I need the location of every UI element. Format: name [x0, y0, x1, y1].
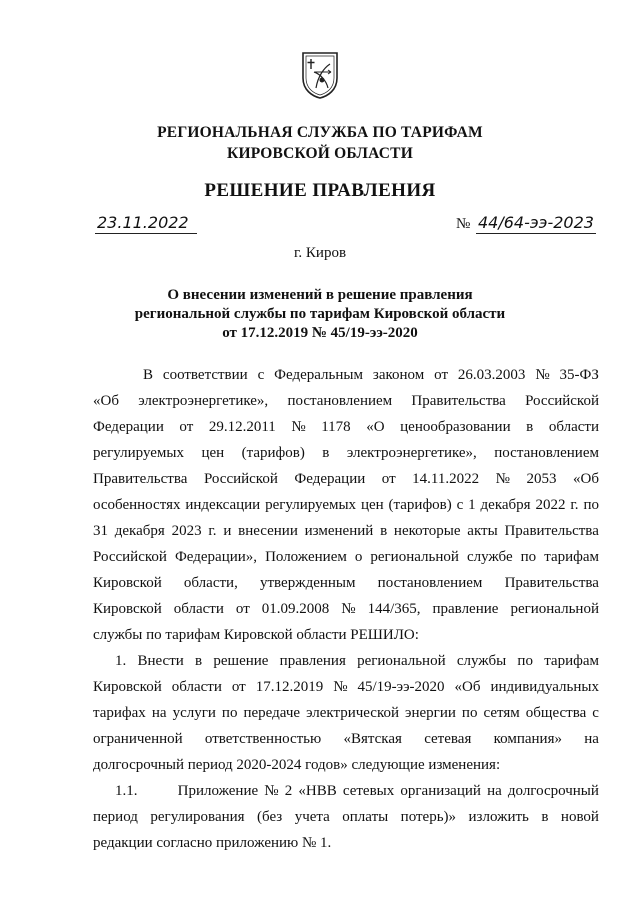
body-word: службы по тарифам Кировской области РЕШИЛО: [93, 627, 419, 643]
body-word: и [223, 523, 232, 539]
body-word: (тарифов) [241, 445, 305, 461]
body-word: Кировской [93, 575, 162, 591]
body-word: утвержденным [260, 575, 356, 591]
body-word: электроэнергетике», [138, 393, 269, 409]
body-word: по [221, 705, 238, 721]
body-word: декабря [480, 497, 531, 513]
body-word: Приложение [177, 783, 259, 799]
body-word: регулируемых [93, 445, 184, 461]
body-word: Российской [525, 393, 599, 409]
body-word: региональной [370, 549, 459, 565]
body-word: В [143, 367, 154, 383]
body-word: постановлением [377, 575, 483, 591]
body-word: службе [466, 549, 513, 565]
body-word: Федерации», [174, 549, 258, 565]
body-line [93, 752, 599, 778]
body-word: «Об [573, 471, 599, 487]
body-word: от [235, 601, 250, 617]
body-word: сетевых [342, 783, 395, 799]
body-word: организаций [400, 783, 481, 799]
body-line [93, 414, 599, 440]
body-word: постановлением [494, 445, 599, 461]
body-word: 2023 [171, 523, 202, 539]
body-word: сетевая [424, 731, 472, 747]
body-word: оплаты [342, 809, 389, 825]
body-word: от [381, 471, 396, 487]
body-line [93, 492, 599, 518]
body-word: долгосрочный [507, 783, 599, 799]
body-word: цен [360, 497, 384, 513]
body-word: № [341, 601, 356, 617]
body-line [93, 570, 599, 596]
body-word: по [583, 497, 599, 513]
body-word: регулируемых [265, 497, 357, 513]
body-word: 17.12.2019 [255, 679, 324, 695]
body-word: компания» [493, 731, 562, 747]
body-word: по [520, 549, 537, 565]
body-word: ограниченной [93, 731, 183, 747]
body-word: услуги [172, 705, 216, 721]
document-title: РЕШЕНИЕ ПРАВЛЕНИЯ [204, 180, 436, 201]
body-word: области [171, 679, 222, 695]
number-label: № [456, 216, 471, 232]
body-word: «О [366, 419, 385, 435]
body-word: Правительства [411, 393, 506, 409]
body-word: решение [213, 653, 269, 669]
body-word: Федерации [93, 419, 164, 435]
body-line [93, 804, 599, 830]
body-word: потерь)» [400, 809, 457, 825]
body-word: правление [432, 601, 499, 617]
body-word: Федерации [294, 471, 366, 487]
body-word: общества [525, 705, 587, 721]
body-word: Положением [265, 549, 347, 565]
body-word: № [291, 419, 306, 435]
document-body [93, 362, 599, 856]
body-word: Российской [203, 471, 278, 487]
body-word: от [434, 367, 449, 383]
body-word: 14.11.2022 [412, 471, 480, 487]
body-word: (тарифов) [388, 497, 452, 513]
subject-line: от 17.12.2019 № 45/19-ээ-2020 [222, 325, 418, 341]
body-word: 29.12.2011 [208, 419, 276, 435]
body-word: изменений [304, 523, 374, 539]
body-word: декабря [114, 523, 165, 539]
body-word: 2 [284, 783, 293, 799]
body-word: изложить [468, 809, 529, 825]
body-word: Правительства [93, 471, 188, 487]
body-word: Правительства [504, 523, 599, 539]
body-word: в [526, 419, 534, 435]
body-word: в [380, 523, 388, 539]
body-word: по [517, 653, 533, 669]
body-word: 31 [93, 523, 108, 539]
body-word: в [541, 809, 549, 825]
body-word: тарифам [544, 653, 599, 669]
organization-name-line1: РЕГИОНАЛЬНАЯ СЛУЖБА ПО ТАРИФАМ [157, 124, 483, 141]
body-word: цен [201, 445, 225, 461]
body-word: с [257, 367, 265, 383]
body-word: учета [294, 809, 330, 825]
body-word: 1. [115, 653, 127, 669]
body-word: 1178 [321, 419, 351, 435]
body-word: по [461, 705, 478, 721]
body-word: энергии [405, 705, 456, 721]
body-word: службы [456, 653, 507, 669]
body-word: внесении [238, 523, 298, 539]
body-word: Внести [137, 653, 184, 669]
body-word: 45/19-ээ-2020 [357, 679, 445, 695]
body-word: индивидуальных [490, 679, 599, 695]
body-word: г. [570, 497, 579, 513]
body-word: Кировской [93, 679, 162, 695]
body-word: в [322, 445, 330, 461]
body-word: с [456, 497, 464, 513]
body-word: области, [183, 575, 238, 591]
body-word: № [535, 367, 550, 383]
city: г. Киров [293, 245, 347, 261]
body-word: на [584, 731, 599, 747]
body-word: 144/365, [367, 601, 421, 617]
body-word: период [93, 809, 138, 825]
body-word: долгосрочный период 2020-2024 годов» следующие изменения: [93, 757, 501, 773]
body-word: (без [257, 809, 283, 825]
subject-line: О внесении изменений в решение правления [167, 287, 473, 303]
body-word: на [487, 783, 502, 799]
body-word: от [231, 679, 246, 695]
body-word: 1 [468, 497, 476, 513]
body-word: о [354, 549, 363, 565]
body-word: акты [467, 523, 498, 539]
body-word: «НВВ [298, 783, 337, 799]
body-line [93, 726, 599, 752]
body-word: индексации [185, 497, 261, 513]
body-line [93, 388, 599, 414]
body-line [93, 466, 599, 492]
body-word: г. [208, 523, 217, 539]
body-word: новой [560, 809, 599, 825]
body-word: от [179, 419, 194, 435]
body-word: 01.09.2008 [261, 601, 330, 617]
body-word: области [548, 419, 599, 435]
body-line [93, 362, 599, 388]
body-word: 35-ФЗ [559, 367, 599, 383]
body-line [93, 778, 599, 804]
body-line [93, 518, 599, 544]
coat-of-arms-icon [300, 50, 340, 100]
body-line [93, 700, 599, 726]
body-word: Кировской [93, 601, 162, 617]
body-word: № [495, 471, 510, 487]
body-word: Российской [93, 549, 167, 565]
body-word: области [173, 601, 224, 617]
body-word: электрической [306, 705, 400, 721]
body-word: 2053 [526, 471, 557, 487]
body-line [93, 674, 599, 700]
body-word: правления [279, 653, 346, 669]
body-line [93, 622, 599, 648]
body-line [93, 596, 599, 622]
body-word: ответственностью [204, 731, 322, 747]
body-line [93, 544, 599, 570]
body-word: № [264, 783, 279, 799]
body-word: Федеральным [274, 367, 363, 383]
body-word: «Об [93, 393, 119, 409]
body-line [93, 830, 599, 856]
document-number: 44/64-ээ-2023 [478, 213, 594, 232]
body-word: постановлением [287, 393, 393, 409]
document-subject [120, 286, 520, 343]
body-line [93, 440, 599, 466]
organization-name-line2: КИРОВСКОЙ ОБЛАСТИ [227, 145, 413, 162]
body-word: с [592, 705, 599, 721]
body-word: сетям [483, 705, 520, 721]
body-word: тарифам [544, 549, 599, 565]
body-word: 1.1. [115, 783, 138, 799]
body-word: некоторые [393, 523, 461, 539]
body-word: Правительства [504, 575, 599, 591]
body-word: в [195, 653, 203, 669]
subject-line: региональной службы по тарифам Кировской области [134, 306, 506, 322]
body-word: 26.03.2003 [457, 367, 526, 383]
body-word: региональной [357, 653, 446, 669]
body-line [93, 648, 599, 674]
body-word: ценообразовании [400, 419, 511, 435]
body-word: тарифах [93, 705, 146, 721]
body-word: на [151, 705, 167, 721]
body-word: редакции согласно приложению № 1. [93, 835, 332, 851]
document-date: 23.11.2022 [95, 214, 197, 234]
body-word: № [333, 679, 348, 695]
body-word: соответствии [162, 367, 248, 383]
body-word: регулирования [150, 809, 245, 825]
body-word: передаче [243, 705, 301, 721]
body-word: 2022 [535, 497, 566, 513]
body-word: «Вятская [343, 731, 402, 747]
body-word: законом [372, 367, 425, 383]
body-word: региональной [510, 601, 599, 617]
body-word: «Об [454, 679, 481, 695]
body-word: особенностях [93, 497, 181, 513]
body-word: электроэнергетике», [346, 445, 477, 461]
